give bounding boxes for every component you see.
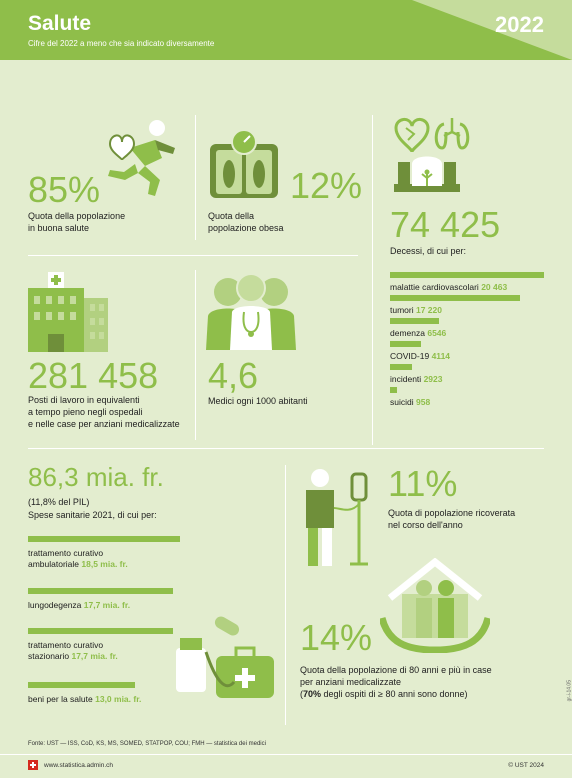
deaths-bar bbox=[390, 295, 520, 301]
spending-bar bbox=[28, 682, 135, 688]
elderly-label-line: per anziani medicalizzate bbox=[300, 677, 402, 687]
deaths-bar-label bbox=[390, 374, 442, 384]
hospital-label-line: nel corso dell'anno bbox=[388, 520, 463, 530]
spending-label: Spese sanitarie 2021, di cui per: bbox=[28, 510, 157, 520]
jobs-label bbox=[28, 394, 180, 430]
spending-bar-label bbox=[28, 694, 141, 705]
obese-label-line: popolazione obesa bbox=[208, 223, 284, 233]
spending-category: ambulatoriale 18,5 mia. fr. bbox=[28, 559, 128, 569]
deaths-bar-label bbox=[390, 397, 430, 407]
hospital-label bbox=[388, 507, 515, 531]
deaths-cause: COVID-19 bbox=[390, 351, 432, 361]
health-label-line: in buona salute bbox=[28, 223, 90, 233]
divider bbox=[28, 448, 544, 449]
jobs-label-line: Posti di lavoro in equivalenti bbox=[28, 395, 140, 405]
runner-heart-icon bbox=[100, 118, 180, 198]
divider bbox=[285, 465, 286, 725]
elderly-label-line: Quota della popolazione di 80 anni e più in case bbox=[300, 665, 492, 675]
deaths-bar-label bbox=[390, 328, 446, 338]
obese-label bbox=[208, 210, 284, 234]
spending-category: lungodegenza 17,7 mia. fr. bbox=[28, 600, 131, 610]
elderly-paren: ( bbox=[300, 689, 303, 699]
spending-bar bbox=[28, 588, 173, 594]
hospital-value: 11% bbox=[388, 463, 458, 504]
doctors-value: 4,6 bbox=[208, 355, 259, 396]
deaths-bar bbox=[390, 364, 412, 370]
doctors-icon bbox=[206, 270, 296, 350]
deaths-count: 20 463 bbox=[481, 282, 508, 292]
health-value: 85% bbox=[28, 169, 101, 210]
deaths-value: 74 425 bbox=[390, 204, 501, 245]
spending-bar bbox=[28, 536, 180, 542]
elderly-label-rest: degli ospiti di ≥ 80 anni sono donne) bbox=[321, 689, 468, 699]
divider bbox=[195, 270, 196, 440]
jobs-value: 281 458 bbox=[28, 355, 159, 396]
spending-amount: 17,7 mia. fr. bbox=[83, 600, 131, 610]
obese-value: 12% bbox=[290, 165, 363, 206]
spending-bar bbox=[28, 628, 173, 634]
health-label-line: Quota della popolazione bbox=[28, 211, 126, 221]
spending-amount: 13,0 mia. fr. bbox=[95, 694, 142, 704]
deaths-cause: incidenti bbox=[390, 374, 424, 384]
jobs-label-line: a tempo pieno negli ospedali bbox=[28, 407, 143, 417]
spending-value: 86,3 mia. fr. bbox=[28, 462, 164, 492]
spending-category: stazionario 17,7 mia. fr. bbox=[28, 651, 118, 661]
medicine-icon bbox=[176, 612, 276, 702]
hospital-icon bbox=[28, 272, 108, 352]
divider bbox=[28, 255, 358, 256]
deaths-count: 17 220 bbox=[415, 305, 442, 315]
page-subtitle: Cifre del 2022 a meno che sia indicato diversamente bbox=[28, 39, 215, 48]
health-label bbox=[28, 210, 125, 234]
page-title: Salute bbox=[28, 12, 92, 35]
deaths-bar bbox=[390, 341, 421, 347]
deaths-bar-label bbox=[390, 351, 450, 361]
footer-url[interactable]: www.statistica.admin.ch bbox=[44, 762, 113, 769]
patient-iv-icon bbox=[300, 468, 380, 568]
deaths-cause: suicidi bbox=[390, 397, 416, 407]
divider bbox=[195, 115, 196, 240]
elderly-women-share: 70% bbox=[303, 689, 322, 699]
jobs-label-line: e nelle case per anziani medicalizzate bbox=[28, 419, 180, 429]
spending-category: trattamento curativo bbox=[28, 548, 104, 558]
deaths-cause: malattie cardiovascolari bbox=[390, 282, 482, 292]
deaths-count: 6546 bbox=[427, 328, 447, 338]
elderly-value: 14% bbox=[300, 617, 373, 658]
doctors-label: Medici ogni 1000 abitanti bbox=[208, 396, 308, 406]
spending-category: beni per la salute 13,0 mia. fr. bbox=[28, 694, 142, 704]
spending-amount: 18,5 mia. fr. bbox=[81, 559, 128, 569]
spending-bar-label bbox=[28, 640, 118, 662]
tombstone-icon bbox=[392, 152, 462, 194]
spending-bar-label bbox=[28, 548, 128, 570]
elderly-label bbox=[300, 664, 492, 700]
spending-category: trattamento curativo bbox=[28, 640, 104, 650]
footer bbox=[0, 754, 572, 778]
hospital-label-line: Quota di popolazione ricoverata bbox=[388, 508, 516, 518]
deaths-bar-label bbox=[390, 305, 442, 315]
spending-bar-label bbox=[28, 600, 130, 611]
deaths-cause: demenza bbox=[390, 328, 428, 338]
deaths-bar-label bbox=[390, 282, 507, 292]
spending-amount: 17,7 mia. fr. bbox=[71, 651, 118, 661]
obese-label-line: Quota della bbox=[208, 211, 255, 221]
heart-lungs-icon bbox=[390, 114, 480, 154]
elderly-label-line bbox=[300, 688, 492, 700]
swiss-flag-icon bbox=[28, 760, 38, 770]
footer-copyright: © UST 2024 bbox=[508, 762, 544, 769]
spending-sub: (11,8% del PIL) bbox=[28, 497, 90, 507]
deaths-cause: tumori bbox=[390, 305, 416, 315]
deaths-bar bbox=[390, 387, 397, 393]
source-note: Fonte: UST — ISS, CoD, KS, MS, SOMED, STATPOP, COU; FMH — statistica dei medici bbox=[28, 741, 266, 747]
graphic-code: gr-i-14.05 bbox=[566, 680, 572, 702]
deaths-count: 2923 bbox=[423, 374, 443, 384]
scale-icon bbox=[208, 128, 280, 200]
elderly-home-icon bbox=[380, 558, 490, 653]
deaths-count: 958 bbox=[415, 397, 431, 407]
deaths-bar bbox=[390, 272, 544, 278]
year-label: 2022 bbox=[495, 12, 544, 37]
deaths-bar bbox=[390, 318, 439, 324]
divider bbox=[372, 115, 373, 445]
deaths-count: 4114 bbox=[431, 351, 451, 361]
deaths-label: Decessi, di cui per: bbox=[390, 246, 467, 256]
